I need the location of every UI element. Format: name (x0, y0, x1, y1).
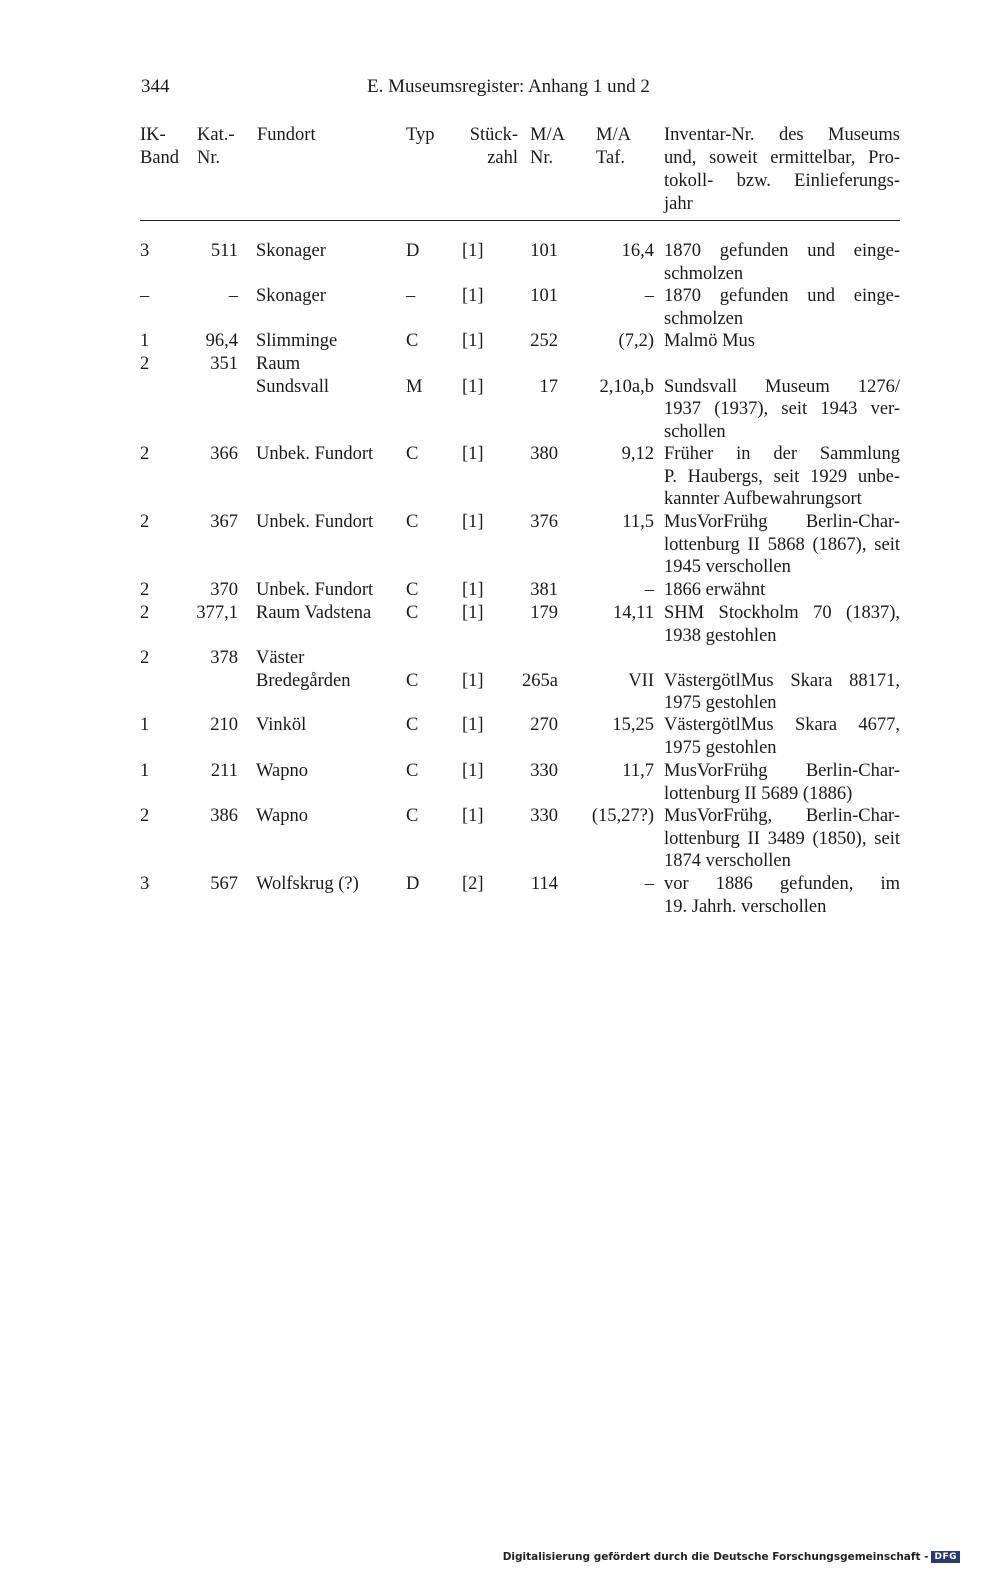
cell-band: 1 (140, 761, 150, 781)
cell-fundort (256, 579, 373, 602)
header-band: IK- Band (140, 125, 180, 168)
cell-ma-taf: 15,25 (612, 715, 654, 735)
cell-typ: C (406, 444, 419, 464)
cell-kat: 96,4 (205, 331, 238, 351)
fundort-line: Vinköl (256, 715, 307, 735)
fundort-line: Wapno (256, 761, 308, 781)
inventar-line: MusVorFrühg Berlin-Char- (664, 761, 900, 781)
cell-ma-nr: 381 (530, 580, 558, 600)
inventar-line: Früher in der Sammlung (664, 444, 900, 464)
cell-stueck: [1] (462, 241, 484, 261)
fundort-line: Wolfskrug (?) (256, 874, 359, 894)
cell-ma-taf: 14,11 (613, 603, 654, 623)
cell-band: 3 (140, 874, 150, 894)
cell-ma-nr: 330 (530, 806, 558, 826)
cell-inventar (664, 805, 900, 873)
fundort-line: Skonager (256, 286, 326, 306)
cell-inventar (664, 760, 900, 805)
cell-band: 2 (140, 512, 150, 532)
header-kat: Kat.- Nr. (197, 125, 235, 168)
cell-fundort (256, 714, 306, 737)
cell-inventar (664, 873, 900, 918)
cell-kat: 370 (210, 580, 238, 600)
cell-ma-nr: 265a (522, 670, 558, 691)
inventar-line: P. Haubergs, seit 1929 unbe- (664, 466, 900, 487)
header-typ: Typ (406, 125, 435, 145)
cell-ma-taf: 9,12 (621, 444, 654, 464)
cell-inventar (664, 511, 900, 579)
cell-stueck: [1] (462, 806, 484, 826)
cell-inventar (664, 670, 900, 715)
cell-ma-taf: 11,5 (622, 512, 654, 532)
inventar-line: 1874 verschollen (664, 851, 791, 872)
header-rule (140, 220, 900, 221)
cell-ma-taf: (7,2) (618, 331, 654, 351)
cell-inventar (664, 714, 900, 759)
page-number: 344 (141, 76, 170, 97)
fundort-line: Raum (256, 354, 301, 374)
cell-band: 2 (140, 806, 150, 826)
cell-band: 3 (140, 241, 150, 261)
cell-band: 1 (140, 331, 150, 351)
cell-band: 2 (140, 354, 150, 374)
cell-typ: C (406, 331, 419, 351)
cell-typ: C (406, 715, 419, 735)
cell-kat: 367 (210, 512, 238, 532)
cell-inventar (664, 443, 900, 511)
cell-ma-nr: 101 (530, 241, 558, 261)
cell-typ: C (406, 670, 419, 691)
inventar-line: schollen (664, 422, 726, 443)
cell-stueck: [1] (462, 376, 484, 397)
cell-kat: 210 (210, 715, 238, 735)
cell-fundort (256, 285, 326, 308)
cell-ma-nr: 17 (539, 376, 558, 397)
cell-ma-taf: VII (628, 670, 654, 691)
cell-fundort (256, 443, 373, 466)
cell-band: 1 (140, 715, 150, 735)
cell-kat: 567 (210, 874, 238, 894)
cell-ma-nr: 380 (530, 444, 558, 464)
inventar-line: lottenburg II 5868 (1867), seit (664, 534, 900, 555)
fundort-line: Väster (256, 648, 305, 668)
inventar-line: schmolzen (664, 308, 744, 329)
fundort-line: Unbek. Fundort (256, 444, 374, 464)
cell-ma-nr: 114 (530, 874, 558, 894)
cell-typ: D (406, 874, 420, 894)
fundort-line: Bredegården (256, 670, 351, 691)
cell-ma-taf: 2,10a,b (599, 376, 654, 397)
cell-kat: 511 (210, 241, 238, 261)
cell-fundort (256, 602, 371, 625)
header-fundort: Fundort (257, 125, 316, 145)
fundort-line: Slimminge (256, 331, 338, 351)
inventar-line: 1866 erwähnt (664, 580, 766, 600)
inventar-line: 1938 gestohlen (664, 625, 777, 646)
cell-inventar (664, 579, 900, 602)
inventar-line: 1870 gefunden und einge- (664, 241, 900, 261)
cell-kat: 386 (210, 806, 238, 826)
inventar-line: VästergötlMus Skara 88171, (664, 670, 900, 691)
fundort-line: Raum Vadstena (256, 603, 372, 623)
cell-kat: 211 (210, 761, 238, 781)
cell-ma-taf: – (644, 286, 654, 306)
cell-fundort (256, 240, 326, 263)
cell-stueck: [1] (462, 603, 484, 623)
cell-ma-nr: 179 (530, 603, 558, 623)
fundort-line: Unbek. Fundort (256, 512, 374, 532)
inventar-line: lottenburg II 5689 (1886) (664, 783, 853, 804)
cell-ma-taf: – (644, 580, 654, 600)
cell-typ: C (406, 580, 419, 600)
inventar-line: kannter Aufbewahrungsort (664, 489, 862, 510)
cell-ma-nr: 252 (530, 331, 558, 351)
inventar-line: MusVorFrühg, Berlin-Char- (664, 806, 900, 826)
cell-stueck: [1] (462, 286, 484, 306)
cell-inventar (664, 240, 900, 285)
cell-stueck: [1] (462, 331, 484, 351)
fundort-line: Skonager (256, 241, 326, 261)
cell-stueck: [1] (462, 670, 484, 691)
cell-fundort (256, 330, 337, 353)
cell-kat: 377,1 (196, 603, 238, 623)
inventar-line: Malmö Mus (664, 331, 755, 351)
running-head: E. Museumsregister: Anhang 1 und 2 (367, 76, 650, 97)
cell-inventar (664, 285, 900, 330)
cell-inventar (664, 376, 900, 444)
dfg-logo: DFG (931, 1551, 960, 1563)
cell-typ: – (406, 286, 416, 306)
cell-stueck: [2] (462, 874, 484, 894)
inventar-line: schmolzen (664, 263, 744, 284)
cell-ma-nr: 101 (530, 286, 558, 306)
header-stueck: Stück- zahl (469, 125, 518, 168)
fundort-line: Unbek. Fundort (256, 580, 374, 600)
footer-credit: Digitalisierung gefördert durch die Deutsche Forschungsgemeinschaft - DFG (503, 1551, 960, 1563)
cell-stueck: [1] (462, 512, 484, 532)
cell-typ: C (406, 512, 419, 532)
cell-ma-taf: (15,27?) (591, 806, 654, 826)
inventar-line: MusVorFrühg Berlin-Char- (664, 512, 900, 532)
fundort-line: Sundsvall (256, 376, 329, 397)
cell-inventar (664, 330, 900, 353)
cell-ma-taf: 11,7 (622, 761, 654, 781)
fundort-line: Wapno (256, 806, 308, 826)
inventar-line: vor 1886 gefunden, im (664, 874, 900, 894)
cell-band: 2 (140, 580, 150, 600)
cell-fundort (256, 805, 308, 828)
cell-typ: C (406, 806, 419, 826)
inventar-line: 1870 gefunden und einge- (664, 286, 900, 306)
inventar-line: 1945 verschollen (664, 557, 791, 578)
cell-fundort (256, 353, 329, 398)
cell-band: – (140, 286, 150, 306)
header-ma-nr: M/A Nr. (530, 125, 565, 168)
cell-kat: 378 (210, 648, 238, 668)
cell-inventar (664, 602, 900, 647)
cell-fundort (256, 647, 351, 692)
inventar-line: Sundsvall Museum 1276/ (664, 376, 900, 397)
cell-ma-taf: – (644, 874, 654, 894)
cell-ma-taf: 16,4 (621, 241, 654, 261)
inventar-line: 19. Jahrh. verschollen (664, 896, 827, 917)
cell-band: 2 (140, 444, 150, 464)
cell-band: 2 (140, 648, 150, 668)
cell-stueck: [1] (462, 580, 484, 600)
header-inventar: Inventar-Nr. des Museums und, soweit ermittelbar, Pro- tokoll- bzw. Einlieferungs- jahr (664, 125, 900, 214)
header-ma-taf: M/A Taf. (596, 125, 631, 168)
cell-stueck: [1] (462, 444, 484, 464)
cell-typ: C (406, 761, 419, 781)
cell-ma-nr: 376 (530, 512, 558, 532)
inventar-line: VästergötlMus Skara 4677, (664, 715, 900, 735)
cell-stueck: [1] (462, 715, 484, 735)
cell-kat: 351 (210, 354, 238, 374)
cell-fundort (256, 873, 359, 896)
cell-fundort (256, 760, 308, 783)
cell-ma-nr: 270 (530, 715, 558, 735)
cell-band: 2 (140, 603, 150, 623)
cell-kat: – (228, 286, 238, 306)
inventar-line: SHM Stockholm 70 (1837), (664, 603, 900, 623)
inventar-line: lottenburg II 3489 (1850), seit (664, 828, 900, 849)
inventar-line: 1975 gestohlen (664, 737, 777, 758)
cell-fundort (256, 511, 373, 534)
cell-typ: D (406, 241, 420, 261)
inventar-line: 1937 (1937), seit 1943 ver- (664, 399, 900, 420)
cell-typ: C (406, 603, 419, 623)
cell-stueck: [1] (462, 761, 484, 781)
cell-kat: 366 (210, 444, 238, 464)
cell-ma-nr: 330 (530, 761, 558, 781)
cell-typ: M (406, 376, 423, 397)
inventar-line: 1975 gestohlen (664, 693, 777, 714)
